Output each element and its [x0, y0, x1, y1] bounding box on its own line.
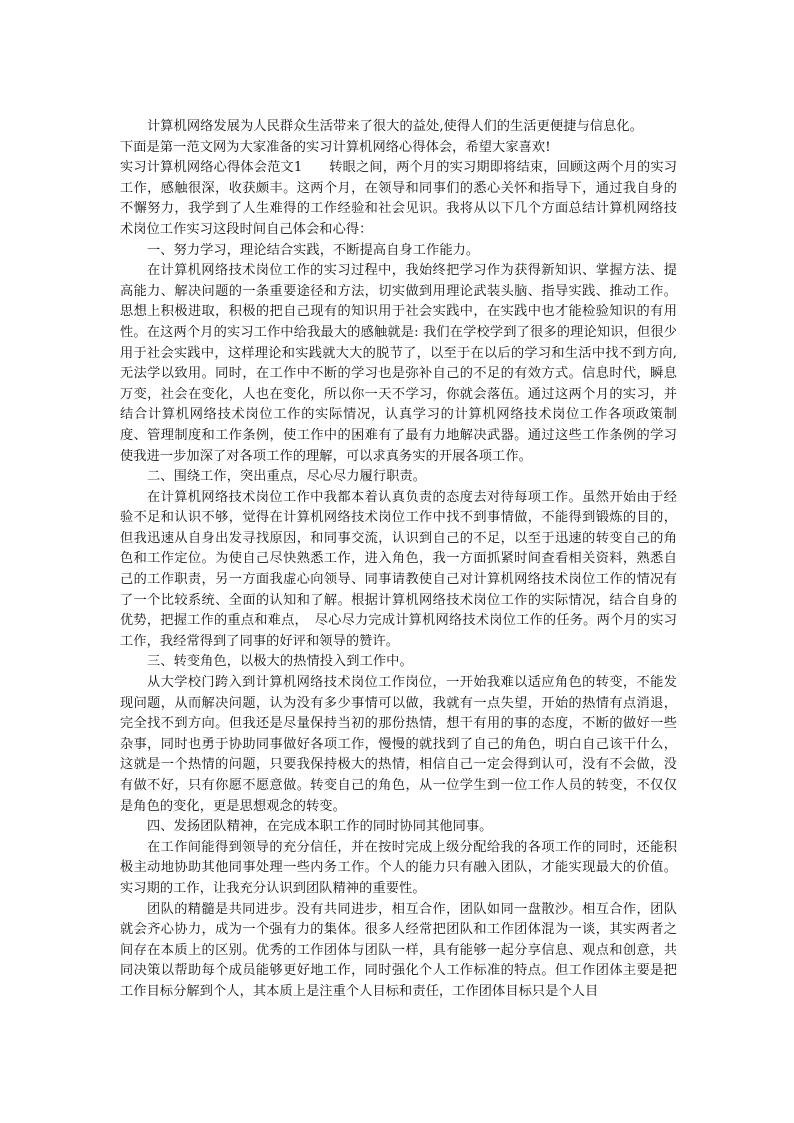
document-page	[120, 117, 677, 1003]
section-heading: 四、发扬团队精神，在完成本职工作的同时协同其他同事。	[147, 819, 493, 835]
body-paragraph: 在计算机网络技术岗位工作的实习过程中，我始终把学习作为获得新知识、掌握方法、提高能力、解决问题的一条重要途径和方法，切实做到用理论武装头脑、指导实践、推动工作。思想上积极进取，积极的把自己现有的知识用于社会实践中，在实践中也才能检验知识的有用性。在这两个月的实习工作中给我最大的感触就是: 我们在学校学到了很多的理论知识，但很少用于社会实践中，这样理论和实践就大大的脱节了，以至于在以后的学习和生活中找不到方向, 无法学以致用。同时，在工作中不断的学习也是弥补自己的不足的有效方式。信息时代，瞬息万变，社会在变化，人也在变化，所以你一天不学习，你就会落伍。通过这两个月的实习，并结合计算机网络技术岗位工作的实际情况，认真学习的计算机网络技术岗位工作各项政策制度、管理制度和工作条例，使工作中的困难有了最有力地解决武器。通过这些工作条例的学习使我进一步加深了对各项工作的理解，可以求真务实的开展各项工作。	[120, 263, 677, 464]
section-heading: 二、围绕工作，突出重点，尽心尽力履行职责。	[147, 469, 427, 485]
body-paragraph: 团队的精髓是共同进步。没有共同进步，相互合作，团队如同一盘散沙。相互合作，团队就会齐心协力，成为一个强有力的集体。很多人经常把团队和工作团体混为一谈，其实两者之间存在本质上的区别。优秀的工作团体与团队一样，具有能够一起分享信息、观点和创意，共同决策以帮助每个成员能够更好地工作，同时强化个人工作标准的特点。但工作团体主要是把工作目标分解到个人，其本质上是注重个人目标和责任，工作团体目标只是个人目	[120, 901, 677, 999]
title-and-opening-paragraph: 实习计算机网络心得体会范文1 转眼之间，两个月的实习期即将结束，回顾这两个月的实习工作，感触很深，收获颇丰。这两个月，在领导和同事们的悉心关怀和指导下，通过我自身的不懈努力，我学到了人生难得的工作经验和社会见识。我将从以下几个方面总结计算机网络技术岗位工作实习这段时间自己体会和心得：	[120, 160, 677, 237]
body-paragraph: 在工作间能得到领导的充分信任，并在按时完成上级分配给我的各项工作的同时，还能积极主动地协助其他同事处理一些内务工作。个人的能力只有融入团队，才能实现最大的价值。实习期的工作，让我充分认识到团队精神的重要性。	[120, 839, 677, 896]
section-heading: 一、努力学习，理论结合实践，不断提高自身工作能力。	[147, 242, 480, 258]
section-heading: 三、转变角色，以极大的热情投入到工作中。	[147, 654, 413, 670]
body-paragraph: 在计算机网络技术岗位工作中我都本着认真负责的态度去对待每项工作。虽然开始由于经验不足和认识不够，觉得在计算机网络技术岗位工作中找不到事情做，不能得到锻炼的目的，但我迅速从自身出发寻找原因，和同事交流，认识到自己的不足，以至于迅速的转变自己的角色和工作定位。为使自己尽快熟悉工作，进入角色，我一方面抓紧时间查看相关资料，熟悉自己的工作职责，另一方面我虚心向领导、同事请教使自己对计算机网络技术岗位工作的情况有了一个比较系统、全面的认知和了解。根据计算机网络技术岗位工作的实际情况，结合自身的优势，把握工作的重点和难点， 尽心尽力完成计算机网络技术岗位工作的任务。两个月的实习工作，我经常得到了同事的好评和领导的赞许。	[120, 489, 677, 649]
intro-line: 下面是第一范文网为大家准备的实习计算机网络心得体会，希望大家喜欢!	[120, 139, 551, 155]
body-paragraph: 从大学校门跨入到计算机网络技术岗位工作岗位，一开始我难以适应角色的转变，不能发现问题，从而解决问题，认为没有多少事情可以做，我就有一点失望，开始的热情有点消退，完全找不到方向。但我还是尽量保持当初的那份热情，想干有用的事的态度，不断的做好一些杂事，同时也勇于协助同事做好各项工作，慢慢的就找到了自己的角色，明白自己该干什么，这就是一个热情的问题，只要我保持极大的热情，相信自己一定会得到认可，没有不会做，没有做不好，只有你愿不愿意做。转变自己的角色，从一位学生到一位工作人员的转变，不仅仅是角色的变化，更是思想观念的转变。	[120, 675, 677, 814]
intro-line: 计算机网络发展为人民群众生活带来了很大的益处,使得人们的生活更便捷与信息化。	[147, 119, 643, 134]
